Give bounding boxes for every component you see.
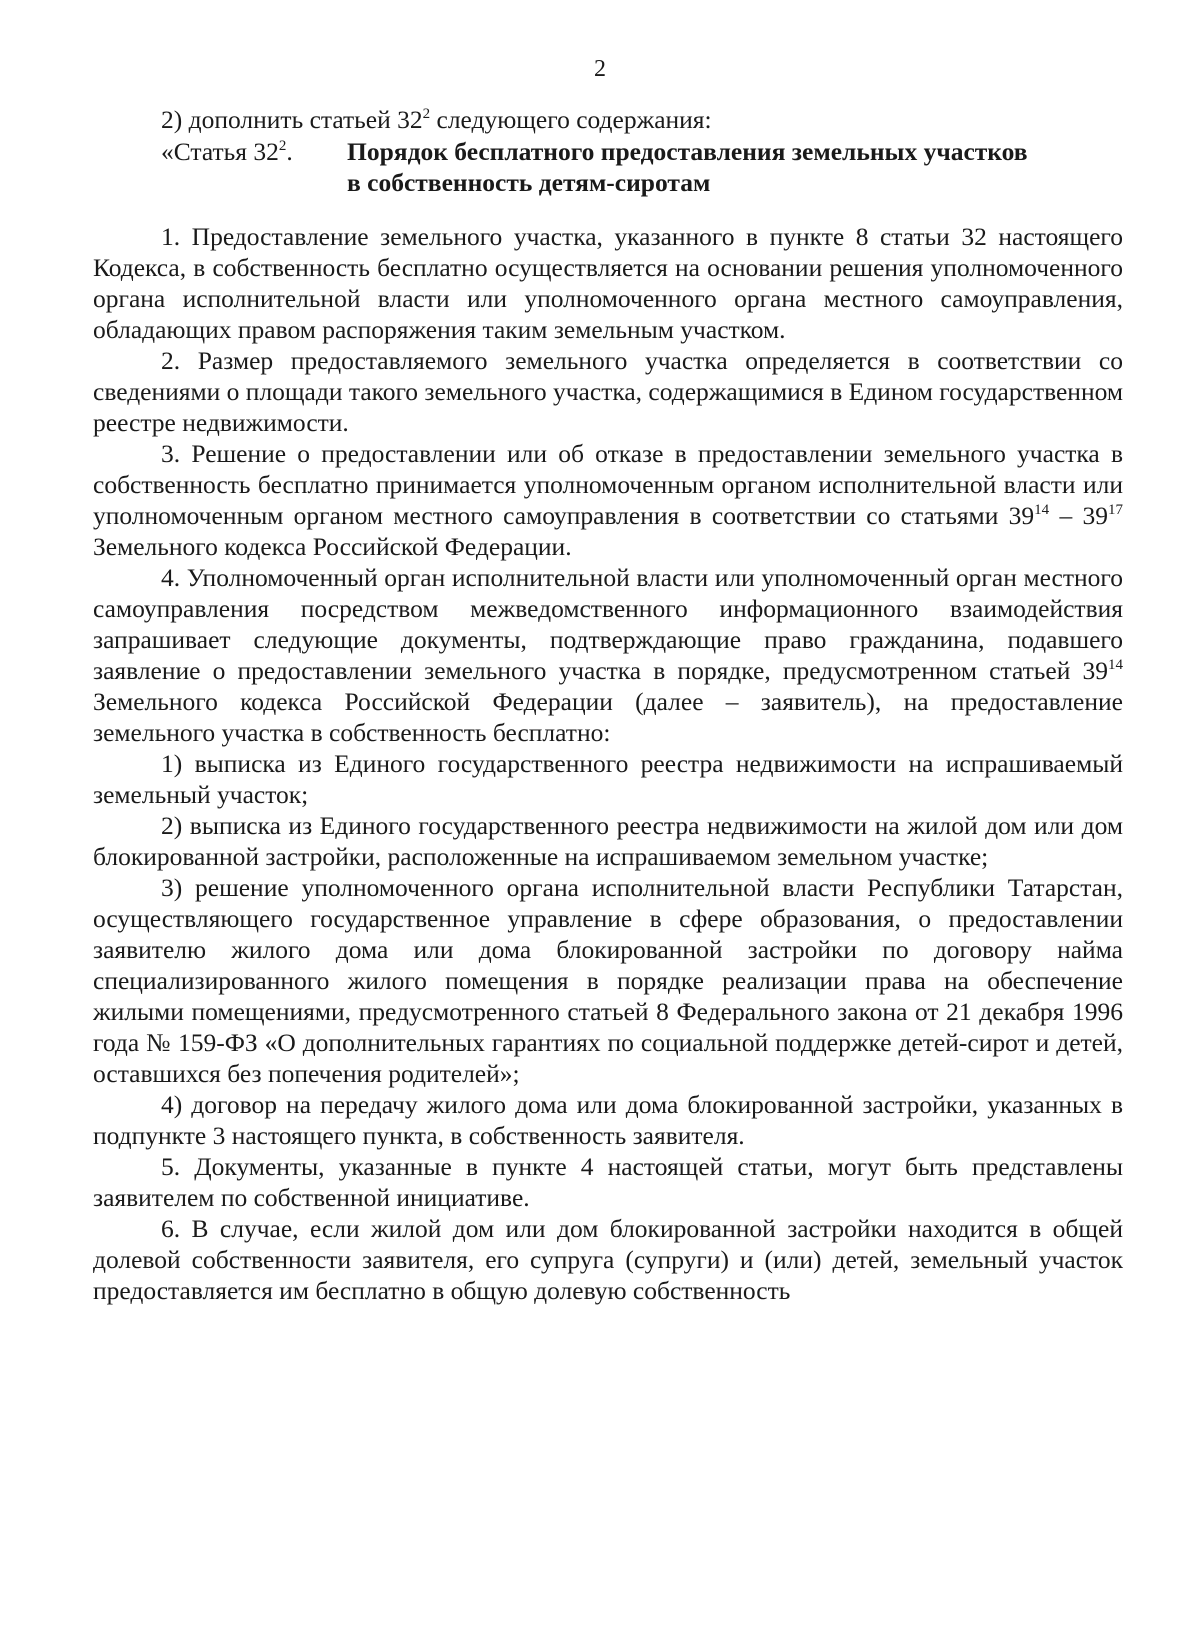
paragraph-3 xyxy=(93,438,1123,562)
paragraph-4 xyxy=(93,562,1123,748)
paragraph-1: 1. Предоставление земельного участка, указанного в пункте 8 статьи 32 настоящего Кодекса, в собственность бесплатно осуществляется на основании решения уполномоченного органа исполнительной власти или уполномоченного органа местного самоуправления, обладающих правом распоряжения таким земельным участком. xyxy=(93,222,1123,344)
article-paragraphs xyxy=(93,221,1123,1306)
amendment-intro-text: 2) дополнить статьей 32 xyxy=(161,105,423,134)
superscript: 14 xyxy=(1034,502,1050,518)
paragraph-3-text-dash: – 39 xyxy=(1049,501,1109,530)
article-heading xyxy=(93,136,1123,202)
subparagraph-4-1: 1) выписка из Единого государственного реестра недвижимости на испрашиваемый земельный участок; xyxy=(93,749,1123,809)
paragraph-6: 6. В случае, если жилой дом или дом блокированной застройки находится в общей долевой собственности заявителя, его супруга (супруги) и (или) детей, земельный участок предоставляется им бесплатно в общую долевую собственность xyxy=(93,1214,1123,1305)
subparagraph-4-2: 2) выписка из Единого государственного реестра недвижимости на жилой дом или дом блокированной застройки, расположенные на испрашиваемом земельном участке; xyxy=(93,811,1123,871)
document-body xyxy=(93,104,1123,1306)
superscript: 17 xyxy=(1108,502,1124,518)
amendment-intro-text-end: следующего содержания: xyxy=(430,105,712,134)
paragraph-4-text: 4. Уполномоченный орган исполнительной власти или уполномоченный орган местного самоуправления посредством межведомственного информационного взаимодействия запрашивает следующие документы, подтверждающие право гражданина, подавшего заявление о предоставлении земельного участка в порядке, предусмотренном статьей 39 xyxy=(93,563,1123,685)
page-number: 2 xyxy=(594,56,606,82)
article-label-text: «Статья 32 xyxy=(161,137,279,166)
article-title xyxy=(347,136,1127,198)
subparagraph-4-4: 4) договор на передачу жилого дома или дома блокированной застройки, указанных в подпункте 3 настоящего пункта, в собственность заявителя. xyxy=(93,1090,1123,1150)
superscript: 2 xyxy=(278,138,287,154)
article-title-line-2: в собственность детям-сиротам xyxy=(347,168,711,197)
superscript: 14 xyxy=(1108,657,1123,673)
paragraph-3-text: 3. Решение о предоставлении или об отказе в предоставлении земельного участка в собственность бесплатно принимается уполномоченным органом исполнительной власти или уполномоченным органом местного самоуправления в соответствии со статьями 39 xyxy=(93,439,1123,530)
paragraph-3-text-end: Земельного кодекса Российской Федерации. xyxy=(93,532,572,561)
amendment-intro xyxy=(93,104,1123,135)
subparagraph-4-3: 3) решение уполномоченного органа исполнительной власти Республики Татарстан, осуществляющего государственное управление в сфере образования, о предоставлении заявителю жилого дома или дома блокированной застройки по договору найма специализированного жилого помещения в порядке реализации права на обеспечение жилыми помещениями, предусмотренного статьей 8 Федерального закона от 21 декабря 1996 года № 159-ФЗ «О дополнительных гарантиях по социальной поддержке детей-сирот и детей, оставшихся без попечения родителей»; xyxy=(93,873,1123,1088)
article-label-dot: . xyxy=(286,137,293,166)
paragraph-4-text-end: Земельного кодекса Российской Федерации (далее – заявитель), на предоставление земельного участка в собственность бесплатно: xyxy=(93,687,1123,747)
article-label xyxy=(161,136,293,167)
superscript: 2 xyxy=(422,106,431,122)
article-title-line-1: Порядок бесплатного предоставления земельных участков xyxy=(347,137,1028,166)
paragraph-5: 5. Документы, указанные в пункте 4 настоящей статьи, могут быть представлены заявителем по собственной инициативе. xyxy=(93,1152,1123,1212)
paragraph-2: 2. Размер предоставляемого земельного участка определяется в соответствии со сведениями о площади такого земельного участка, содержащимися в Едином государственном реестре недвижимости. xyxy=(93,346,1123,437)
